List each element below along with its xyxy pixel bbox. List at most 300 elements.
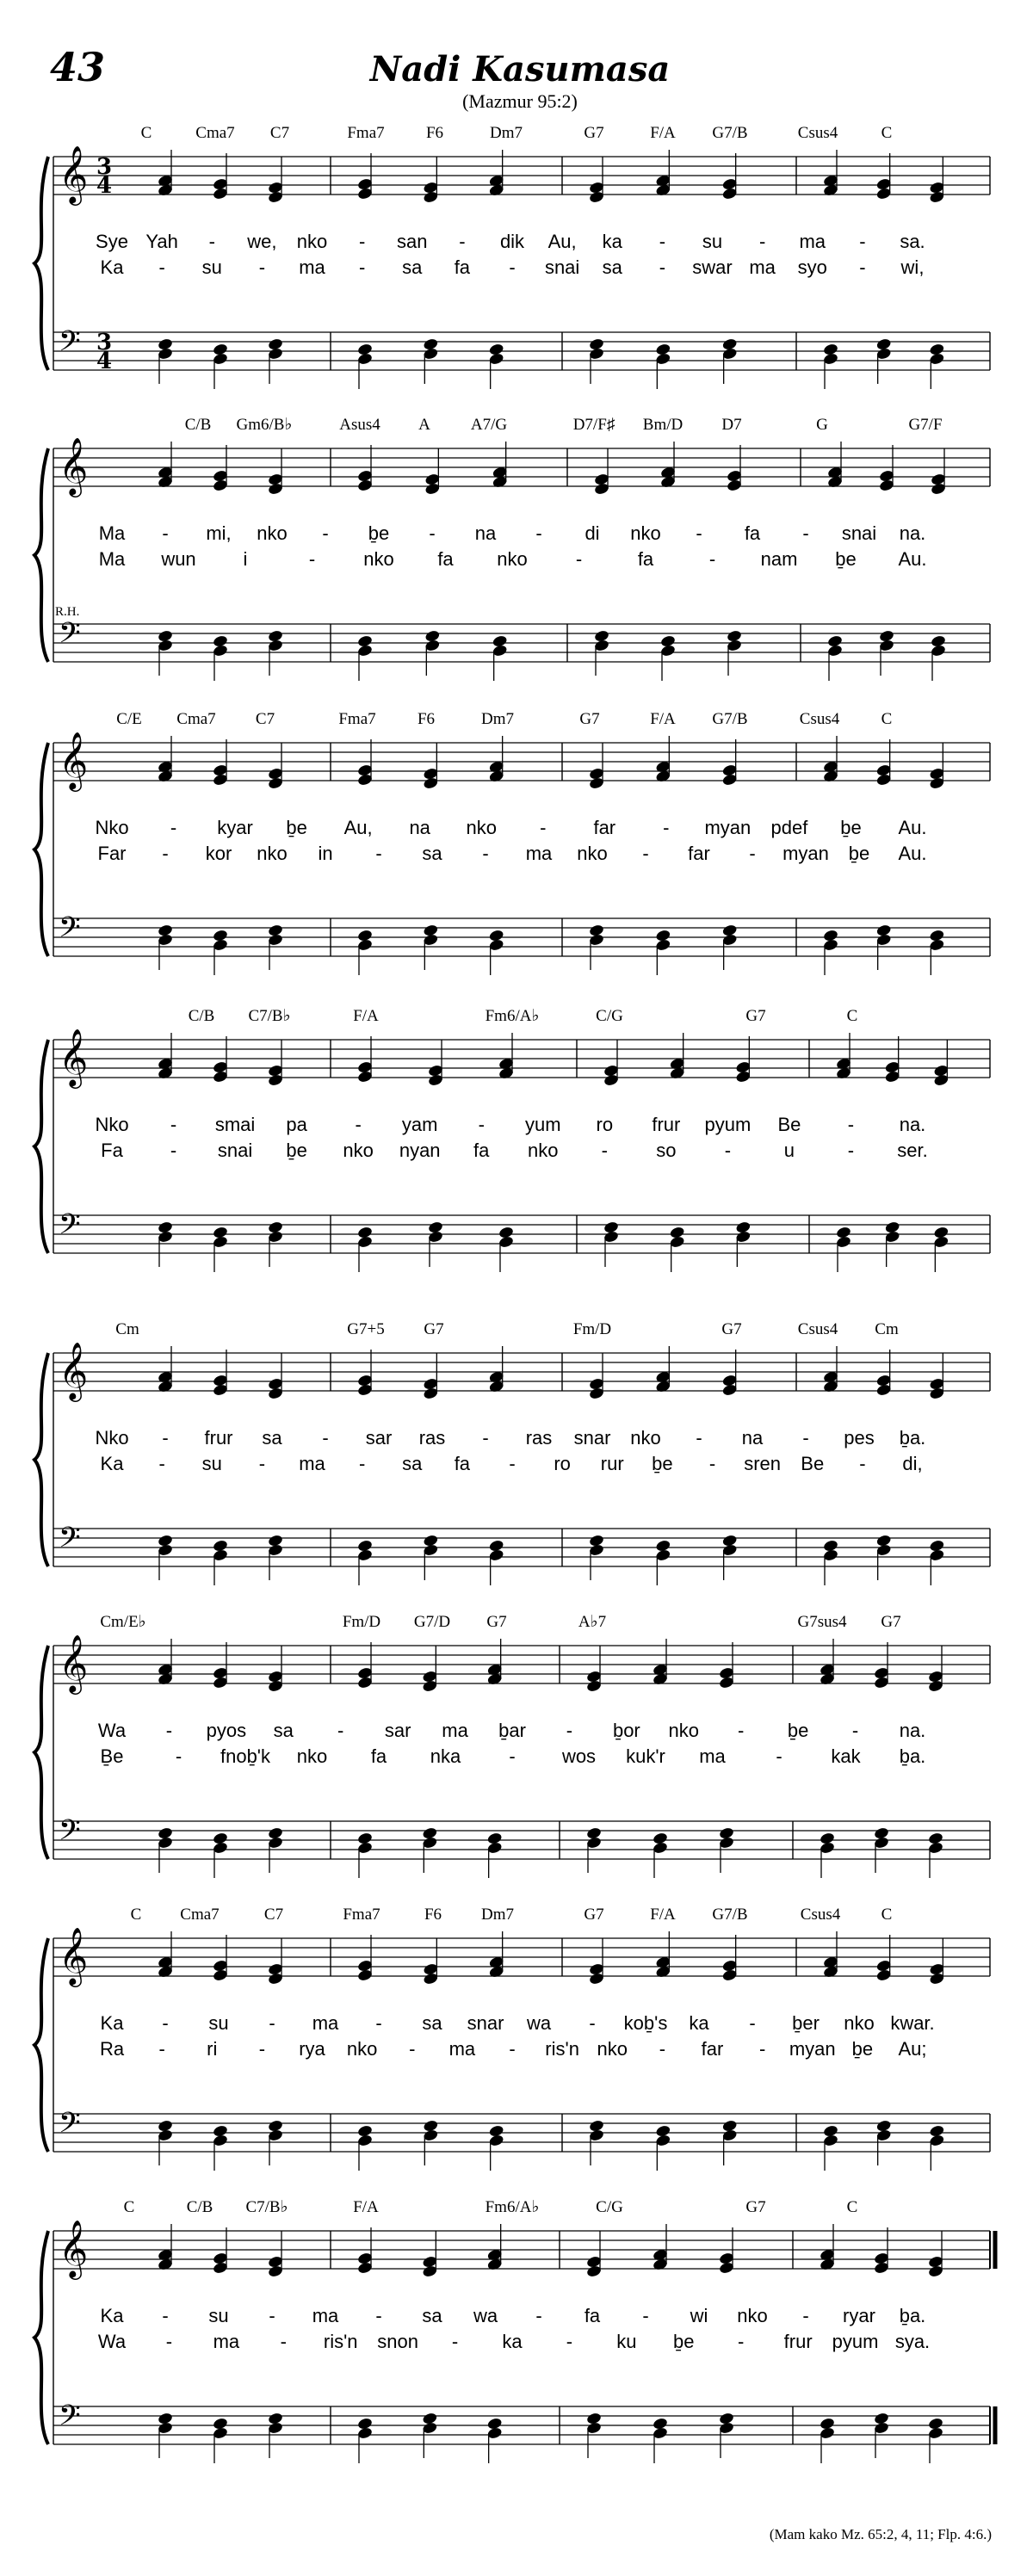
lyric-syllable: Ma bbox=[98, 522, 126, 544]
lyric-syllable: ḇe bbox=[286, 817, 307, 838]
lyric-syllable: - bbox=[859, 231, 866, 252]
lyric-syllable: sa bbox=[402, 256, 423, 278]
lyric-syllable: so bbox=[656, 1140, 677, 1161]
lyric-syllable: ḇe bbox=[787, 1720, 809, 1741]
lyric-syllable: di bbox=[585, 522, 600, 544]
lyric-syllable: pyum bbox=[832, 2331, 879, 2352]
treble-staff bbox=[53, 145, 990, 206]
lyric-syllable: Ka bbox=[100, 2012, 124, 2034]
lyric-syllable: Ḇe bbox=[100, 1745, 124, 1767]
lyric-syllable: nko bbox=[296, 1745, 328, 1767]
lyric-syllable: ka bbox=[602, 231, 622, 252]
lyric-syllable: - bbox=[696, 1427, 702, 1449]
time-signature-top: 3 bbox=[96, 330, 113, 355]
chord-symbol: C7/B♭ bbox=[245, 2198, 288, 2216]
lyric-syllable: ḇe bbox=[652, 1453, 673, 1474]
lyric-syllable: ḇe bbox=[286, 1140, 307, 1161]
lyric-syllable: snar bbox=[573, 1427, 611, 1449]
song-number: 43 bbox=[50, 44, 106, 90]
chord-symbol: C/E bbox=[116, 710, 142, 728]
lyric-syllable: nko bbox=[346, 2038, 378, 2060]
lyric-syllable: koḇ's bbox=[623, 2012, 668, 2034]
lyric-syllable: - bbox=[337, 1720, 344, 1741]
lyric-syllable: ro bbox=[554, 1453, 571, 1474]
lyric-syllable: - bbox=[708, 1453, 716, 1474]
lyric-syllable: - bbox=[749, 843, 756, 864]
chord-symbol: G7/F bbox=[908, 416, 943, 434]
system-1 bbox=[34, 124, 990, 389]
lyric-syllable: di, bbox=[902, 1453, 923, 1474]
lyric-syllable: - bbox=[375, 2305, 382, 2326]
lyric-syllable: pes bbox=[844, 1427, 875, 1449]
lyric-syllable: rur bbox=[600, 1453, 624, 1474]
lyric-syllable: wa bbox=[526, 2012, 552, 2034]
lyric-syllable: - bbox=[776, 1745, 782, 1767]
chord-symbol: Fm/D bbox=[342, 1613, 381, 1631]
chord-symbol: Dm7 bbox=[490, 124, 523, 142]
lyric-syllable: ris'n bbox=[323, 2331, 358, 2352]
lyric-syllable: - bbox=[575, 548, 583, 570]
system-2 bbox=[34, 416, 990, 681]
chord-symbol: G7 bbox=[579, 710, 600, 728]
lyric-syllable: - bbox=[175, 1745, 182, 1767]
lyric-syllable: su bbox=[201, 1453, 222, 1474]
lyric-syllable: - bbox=[738, 1720, 745, 1741]
bass-staff bbox=[53, 911, 990, 956]
right-hand-marker: R.H. bbox=[55, 605, 80, 619]
lyric-syllable: far bbox=[701, 2038, 724, 2060]
lyric-syllable: frur bbox=[652, 1114, 681, 1135]
lyric-syllable: nko bbox=[844, 2012, 875, 2034]
lyric-syllable: ma bbox=[525, 843, 553, 864]
lyric-syllable: - bbox=[322, 1427, 329, 1449]
lyric-syllable: - bbox=[258, 1453, 266, 1474]
lyric-syllable: na bbox=[741, 1427, 764, 1449]
lyric-syllable: - bbox=[158, 2038, 165, 2060]
lyric-syllable: kuk'r bbox=[626, 1745, 665, 1767]
treble-clef-icon: 𝄞 bbox=[59, 436, 89, 495]
lyric-syllable: - bbox=[724, 1140, 732, 1161]
treble-clef-icon: 𝄞 bbox=[59, 1028, 89, 1086]
chord-symbol: G7 bbox=[486, 1613, 507, 1631]
bass-clef-icon: 𝄢 bbox=[59, 1814, 81, 1854]
lyric-syllable: nyan bbox=[399, 1140, 441, 1161]
lyric-syllable: - bbox=[859, 1453, 866, 1474]
lyric-syllable: - bbox=[749, 2012, 756, 2034]
lyric-syllable: Au. bbox=[898, 817, 927, 838]
chord-symbol: A7/G bbox=[470, 416, 508, 434]
lyric-syllable: ryar bbox=[843, 2305, 875, 2326]
footer-reference: (Mam kako Mz. 65:2, 4, 11; Flp. 4:6.) bbox=[769, 2526, 992, 2542]
lyric-syllable: Ma bbox=[98, 548, 126, 570]
lyric-syllable: ras bbox=[525, 1427, 553, 1449]
chord-symbol: C/B bbox=[186, 2198, 213, 2216]
lyric-syllable: nko bbox=[597, 2038, 628, 2060]
lyric-syllable: ma bbox=[312, 2012, 339, 2034]
system-6 bbox=[34, 1613, 990, 1878]
lyric-syllable: snai bbox=[544, 256, 580, 278]
lyric-syllable: su bbox=[208, 2012, 229, 2034]
lyric-syllable: - bbox=[269, 2305, 275, 2326]
lyric-syllable: - bbox=[170, 1140, 177, 1161]
lyric-syllable: myan bbox=[782, 843, 829, 864]
bass-clef-icon: 𝄢 bbox=[59, 325, 81, 365]
lyric-syllable: frur bbox=[783, 2331, 813, 2352]
lyric-syllable: san bbox=[397, 231, 428, 252]
chord-symbol: Cm bbox=[115, 1320, 139, 1338]
lyric-syllable: - bbox=[566, 2331, 573, 2352]
chord-symbol: C bbox=[881, 710, 893, 728]
system-brace bbox=[34, 743, 48, 956]
lyric-syllable: Ka bbox=[100, 2305, 124, 2326]
lyric-syllable: pyum bbox=[704, 1114, 752, 1135]
lyric-syllable: ma bbox=[699, 1745, 726, 1767]
lyric-syllable: Ka bbox=[100, 256, 124, 278]
system-brace bbox=[34, 157, 48, 370]
chord-symbol: Cma7 bbox=[195, 124, 235, 142]
lyric-syllable: myan bbox=[789, 2038, 836, 2060]
chord-symbol: Dm7 bbox=[481, 710, 514, 728]
lyric-syllable: nka bbox=[430, 1745, 461, 1767]
time-signature-top: 3 bbox=[96, 154, 113, 180]
chord-symbol: Dm7 bbox=[481, 1906, 514, 1924]
lyric-syllable: we, bbox=[247, 231, 277, 252]
lyric-syllable: snai bbox=[841, 522, 877, 544]
lyric-syllable: - bbox=[659, 231, 666, 252]
lyric-syllable: frur bbox=[204, 1427, 233, 1449]
lyric-syllable: sa bbox=[422, 2305, 442, 2326]
chord-symbol: Asus4 bbox=[339, 416, 380, 434]
lyric-syllable: in bbox=[318, 843, 333, 864]
chord-symbol: C7/B♭ bbox=[248, 1007, 291, 1025]
lyric-syllable: - bbox=[358, 231, 366, 252]
lyric-syllable: ḇe bbox=[835, 548, 857, 570]
chord-symbol: Fma7 bbox=[338, 710, 376, 728]
lyric-syllable: nko bbox=[466, 817, 497, 838]
lyric-syllable: i bbox=[243, 548, 248, 570]
chord-symbol: Fma7 bbox=[343, 1906, 380, 1924]
lyric-syllable: na. bbox=[899, 1720, 926, 1741]
lyric-syllable: snai bbox=[217, 1140, 253, 1161]
lyric-syllable: - bbox=[162, 522, 169, 544]
lyric-syllable: - bbox=[509, 256, 516, 278]
lyric-syllable: - bbox=[258, 256, 266, 278]
lyric-syllable: - bbox=[758, 231, 766, 252]
chord-symbol: Fm/D bbox=[572, 1320, 612, 1338]
lyric-syllable: - bbox=[601, 1140, 608, 1161]
lyric-syllable: - bbox=[322, 522, 329, 544]
chord-symbol: C/G bbox=[596, 2198, 623, 2216]
lyric-syllable: Wa bbox=[97, 2331, 127, 2352]
system-brace bbox=[34, 1353, 48, 1566]
lyric-syllable: - bbox=[802, 2305, 809, 2326]
chord-symbol: D7/F♯ bbox=[572, 416, 615, 434]
lyric-syllable: - bbox=[535, 522, 542, 544]
lyric-syllable: smai bbox=[214, 1114, 256, 1135]
lyric-syllable: wa bbox=[473, 2305, 498, 2326]
lyric-syllable: Fa bbox=[101, 1140, 123, 1161]
lyric-syllable: na bbox=[409, 817, 430, 838]
lyric-syllable: - bbox=[258, 2038, 266, 2060]
lyric-syllable: nko bbox=[257, 522, 288, 544]
lyric-syllable: kak bbox=[831, 1745, 861, 1767]
music-systems bbox=[34, 124, 995, 2463]
lyric-syllable: far bbox=[688, 843, 710, 864]
lyric-syllable: - bbox=[659, 2038, 666, 2060]
lyric-syllable: sya. bbox=[894, 2331, 931, 2352]
lyric-syllable: Nko bbox=[95, 1114, 129, 1135]
lyric-syllable: nko bbox=[296, 231, 328, 252]
lyric-syllable: ri bbox=[207, 2038, 218, 2060]
lyric-syllable: pyos bbox=[206, 1720, 247, 1741]
lyric-syllable: su bbox=[702, 231, 723, 252]
lyric-syllable: - bbox=[280, 2331, 287, 2352]
chord-symbol: C bbox=[881, 1906, 893, 1924]
treble-staff bbox=[53, 2219, 995, 2280]
lyric-syllable: yum bbox=[524, 1114, 561, 1135]
lyric-syllable: fa bbox=[584, 2305, 601, 2326]
lyric-syllable: - bbox=[375, 843, 382, 864]
lyric-syllable: - bbox=[165, 1720, 173, 1741]
lyric-syllable: wi bbox=[690, 2305, 708, 2326]
lyric-syllable: nko bbox=[528, 1140, 559, 1161]
lyric-syllable: nko bbox=[737, 2305, 768, 2326]
system-5 bbox=[34, 1320, 990, 1585]
lyric-syllable: su bbox=[201, 256, 222, 278]
lyric-syllable: - bbox=[642, 2305, 649, 2326]
lyric-syllable: - bbox=[847, 1140, 855, 1161]
lyric-syllable: Wa bbox=[97, 1720, 127, 1741]
treble-staff bbox=[53, 1341, 990, 1402]
chord-symbol: Cma7 bbox=[176, 710, 216, 728]
song-subtitle: (Mazmur 95:2) bbox=[462, 90, 578, 112]
lyric-syllable: - bbox=[162, 843, 169, 864]
chord-symbol: F/A bbox=[650, 124, 676, 142]
chord-symbol: C bbox=[846, 1007, 858, 1025]
lyric-syllable: sa bbox=[262, 1427, 282, 1449]
chord-symbol: C7 bbox=[269, 124, 290, 142]
chord-symbol: G7 bbox=[745, 1007, 766, 1025]
bass-clef-icon: 𝄢 bbox=[59, 2400, 81, 2439]
lyric-syllable: - bbox=[859, 256, 866, 278]
lyric-syllable: mi, bbox=[206, 522, 232, 544]
lyric-syllable: fa bbox=[637, 548, 654, 570]
chord-symbol: C bbox=[130, 1906, 142, 1924]
bass-staff bbox=[53, 2107, 990, 2152]
lyric-syllable: - bbox=[509, 2038, 516, 2060]
lyric-syllable: nko bbox=[497, 548, 528, 570]
chord-symbol: G7 bbox=[424, 1320, 444, 1338]
lyric-syllable: - bbox=[851, 1720, 859, 1741]
lyric-syllable: wun bbox=[161, 548, 196, 570]
lyric-syllable: Sye bbox=[96, 231, 128, 252]
treble-staff bbox=[53, 436, 990, 497]
bass-clef-icon: 𝄢 bbox=[59, 911, 81, 951]
bass-clef-icon: 𝄢 bbox=[59, 1208, 81, 1248]
treble-clef-icon: 𝄞 bbox=[59, 731, 89, 789]
system-8 bbox=[34, 2198, 995, 2463]
chord-symbol: F6 bbox=[424, 1906, 442, 1924]
lyric-syllable: Au. bbox=[898, 548, 927, 570]
chord-symbol: G bbox=[816, 416, 828, 434]
lyric-syllable: ḇar bbox=[498, 1720, 526, 1741]
chord-symbol: Bm/D bbox=[642, 416, 684, 434]
lyric-syllable: fa bbox=[473, 1140, 490, 1161]
system-3 bbox=[34, 710, 990, 975]
lyric-syllable: - bbox=[566, 1720, 573, 1741]
chord-symbol: C bbox=[846, 2198, 858, 2216]
bass-staff bbox=[53, 2400, 995, 2444]
lyric-syllable: - bbox=[355, 1114, 362, 1135]
lyric-syllable: ḇor bbox=[612, 1720, 640, 1741]
lyric-syllable: ḇa. bbox=[899, 1427, 926, 1449]
lyric-syllable: - bbox=[269, 2012, 275, 2034]
chord-symbol: A bbox=[418, 416, 430, 434]
lyric-syllable: nko bbox=[630, 522, 661, 544]
system-4 bbox=[34, 1007, 990, 1272]
lyric-syllable: - bbox=[738, 2331, 745, 2352]
system-brace bbox=[34, 2231, 48, 2444]
chord-symbol: G7/B bbox=[712, 710, 748, 728]
lyric-syllable: - bbox=[429, 522, 436, 544]
lyric-syllable: Au, bbox=[343, 817, 373, 838]
lyric-syllable: ḇa. bbox=[899, 1745, 926, 1767]
lyric-syllable: ma bbox=[799, 231, 826, 252]
chord-symbol: F6 bbox=[425, 124, 444, 142]
chord-symbol: C/B bbox=[188, 1007, 215, 1025]
chord-symbol: C7 bbox=[255, 710, 275, 728]
lyric-syllable: Au; bbox=[898, 2038, 927, 2060]
treble-staff bbox=[53, 1634, 990, 1695]
lyric-syllable: ḇe bbox=[368, 522, 390, 544]
lyric-syllable: - bbox=[478, 1114, 485, 1135]
lyric-syllable: ḇe bbox=[673, 2331, 695, 2352]
lyric-syllable: pdef bbox=[770, 817, 808, 838]
lyric-syllable: Ra bbox=[99, 2038, 125, 2060]
lyric-syllable: sar bbox=[384, 1720, 411, 1741]
treble-clef-icon: 𝄞 bbox=[59, 1926, 89, 1985]
chord-symbol: G7/B bbox=[712, 124, 748, 142]
lyric-syllable: fa bbox=[370, 1745, 387, 1767]
treble-staff bbox=[53, 731, 990, 792]
lyric-syllable: ris'n bbox=[545, 2038, 579, 2060]
lyric-syllable: kwar. bbox=[890, 2012, 935, 2034]
chord-symbol: C bbox=[140, 124, 152, 142]
lyric-syllable: myan bbox=[704, 817, 752, 838]
lyric-syllable: dik bbox=[499, 231, 525, 252]
lyric-syllable: snar bbox=[467, 2012, 504, 2034]
chord-symbol: Fm6/A♭ bbox=[485, 1007, 540, 1025]
chord-symbol: Csus4 bbox=[800, 1906, 841, 1924]
lyric-syllable: sa bbox=[402, 1453, 423, 1474]
lyric-syllable: ka bbox=[502, 2331, 523, 2352]
lyric-syllable: sa bbox=[422, 843, 442, 864]
lyric-syllable: na. bbox=[899, 522, 926, 544]
chord-symbol: Fm6/A♭ bbox=[485, 2198, 540, 2216]
lyric-syllable: Nko bbox=[95, 817, 129, 838]
lyric-syllable: ma bbox=[299, 1453, 325, 1474]
lyric-syllable: ma bbox=[213, 2331, 240, 2352]
lyric-syllable: Yah bbox=[145, 231, 178, 252]
chord-symbol: Gm6/B♭ bbox=[236, 416, 293, 434]
lyric-syllable: - bbox=[358, 256, 366, 278]
bass-staff bbox=[53, 1814, 990, 1859]
system-brace bbox=[34, 1646, 48, 1859]
lyric-syllable: far bbox=[593, 817, 616, 838]
lyric-syllable: na bbox=[474, 522, 497, 544]
lyric-syllable: fa bbox=[437, 548, 454, 570]
lyric-syllable: nko bbox=[668, 1720, 700, 1741]
lyric-syllable: - bbox=[375, 2012, 382, 2034]
chord-symbol: F/A bbox=[650, 710, 676, 728]
chord-symbol: A♭7 bbox=[578, 1613, 607, 1631]
lyric-syllable: ḇer bbox=[792, 2012, 820, 2034]
lyric-syllable: ḇe bbox=[851, 2038, 874, 2060]
system-brace bbox=[34, 1938, 48, 2152]
chord-symbol: C7 bbox=[263, 1906, 284, 1924]
lyric-syllable: nko bbox=[577, 843, 608, 864]
chord-symbol: G7 bbox=[881, 1613, 901, 1631]
lyric-syllable: ḇe bbox=[840, 817, 862, 838]
lyric-syllable: - bbox=[847, 1114, 855, 1135]
lyric-syllable: Be bbox=[801, 1453, 825, 1474]
lyric-syllable: rya bbox=[299, 2038, 325, 2060]
lyric-syllable: ma bbox=[299, 256, 325, 278]
lyric-syllable: - bbox=[535, 2305, 542, 2326]
lyric-syllable: ro bbox=[596, 1114, 614, 1135]
chord-symbol: F/A bbox=[650, 1906, 676, 1924]
time-signature-bottom: 4 bbox=[96, 173, 113, 199]
lyric-syllable: nam bbox=[760, 548, 798, 570]
lyric-syllable: - bbox=[170, 1114, 177, 1135]
song-title: Nadi Kasumasa bbox=[369, 49, 671, 90]
treble-clef-icon: 𝄞 bbox=[59, 1634, 89, 1692]
chord-symbol: D7 bbox=[721, 416, 742, 434]
lyric-syllable: fa bbox=[454, 256, 471, 278]
treble-clef-icon: 𝄞 bbox=[59, 1341, 89, 1399]
chord-symbol: Csus4 bbox=[797, 124, 838, 142]
bass-clef-icon: 𝄢 bbox=[59, 617, 81, 657]
bass-clef-icon: 𝄢 bbox=[59, 2107, 81, 2147]
lyric-syllable: - bbox=[696, 522, 702, 544]
chord-symbol: F6 bbox=[417, 710, 436, 728]
chord-symbol: G7 bbox=[584, 1906, 604, 1924]
lyric-syllable: sa bbox=[422, 2012, 442, 2034]
lyric-syllable: - bbox=[659, 256, 666, 278]
lyric-syllable: - bbox=[758, 2038, 766, 2060]
lyric-syllable: - bbox=[642, 843, 649, 864]
lyric-syllable: ma bbox=[312, 2305, 339, 2326]
lyric-syllable: Au, bbox=[547, 231, 577, 252]
lyric-syllable: ras bbox=[418, 1427, 446, 1449]
lyric-syllable: - bbox=[540, 817, 547, 838]
chord-symbol: G7sus4 bbox=[797, 1613, 847, 1631]
chord-symbol: G7+5 bbox=[347, 1320, 385, 1338]
chord-symbol: G7/D bbox=[413, 1613, 451, 1631]
lyric-syllable: - bbox=[170, 817, 177, 838]
lyric-syllable: - bbox=[459, 231, 466, 252]
lyric-syllable: kor bbox=[205, 843, 232, 864]
bass-staff bbox=[53, 1522, 990, 1566]
lyric-syllable: nko bbox=[363, 548, 394, 570]
chord-symbol: C/G bbox=[596, 1007, 623, 1025]
lyric-syllable: snon bbox=[377, 2331, 419, 2352]
lyric-syllable: swar bbox=[692, 256, 733, 278]
lyric-syllable: sa bbox=[602, 256, 622, 278]
chord-symbol: C/B bbox=[184, 416, 212, 434]
lyric-syllable: - bbox=[451, 2331, 459, 2352]
lyric-syllable: - bbox=[663, 817, 670, 838]
